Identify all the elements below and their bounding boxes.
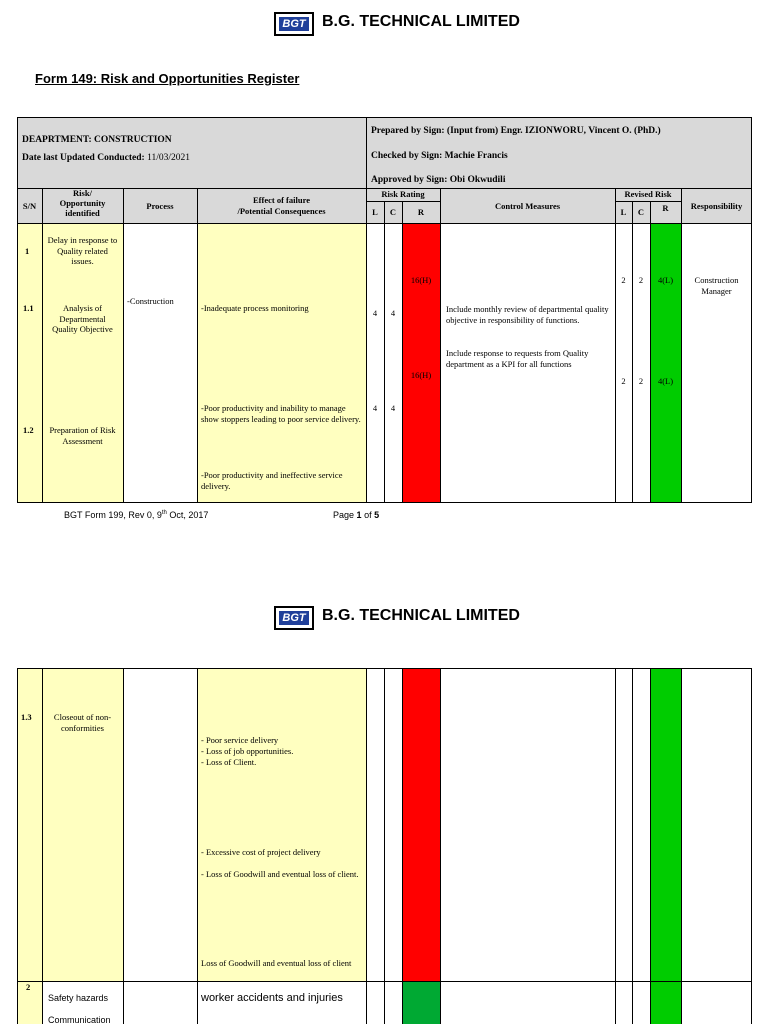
prepared-by: Prepared by Sign: (Input from) Engr. IZIONWORU, Vincent O. (PhD.) [371, 126, 661, 136]
revised-r-cell: 4(L) [657, 376, 674, 386]
rule [384, 668, 385, 1024]
col-effect-line: /Potential Consequences [237, 205, 326, 216]
risk-cell: Analysis of Departmental Quality Objective [52, 303, 113, 334]
rule [440, 668, 441, 1024]
effect-cell: - Excessive cost of project delivery [201, 847, 321, 857]
date-label: Date last Updated Conducted: [22, 153, 145, 163]
revised-r-fill [650, 668, 681, 1024]
of-word: of [364, 510, 372, 520]
r-cell: 16(H) [410, 370, 432, 380]
col-revised-l: L [620, 207, 627, 217]
col-responsibility: Responsibility [690, 201, 743, 211]
rule [366, 201, 440, 202]
rule [615, 668, 616, 1024]
risk-r-fill [402, 668, 440, 981]
rule [402, 668, 403, 1024]
risk-cell: Preparation of Risk Assessment [49, 425, 116, 446]
department-label: DEAPRTMENT: CONSTRUCTION [22, 135, 172, 145]
sn-cell: 1 [25, 246, 30, 256]
company-name: B.G. TECHNICAL LIMITED [322, 607, 520, 624]
rule [123, 188, 124, 503]
rule [366, 117, 367, 189]
company-logo [274, 12, 314, 36]
col-effect-line: Effect of failure [253, 195, 310, 205]
revised-r-cell: 4(L) [657, 275, 674, 285]
rule [615, 188, 616, 503]
rule [366, 668, 367, 1024]
date-updated [22, 153, 190, 164]
col-control: Control Measures [494, 201, 561, 211]
rule [681, 668, 682, 1024]
revised-l-cell: 2 [621, 275, 626, 285]
rule [17, 668, 18, 1024]
l-cell: 4 [372, 403, 378, 413]
sn-cell: 2 [26, 982, 31, 992]
col-effect [197, 195, 366, 216]
rule [42, 668, 43, 1024]
checked-by: Checked by Sign: Machie Francis [371, 151, 508, 161]
risk-r-fill-green [402, 981, 440, 1024]
col-risk-rating: Risk Rating [381, 189, 425, 199]
control-cell: Include monthly review of departmental quality objective in responsibility of functions. [446, 304, 609, 325]
rule [384, 201, 385, 503]
effect-cell: - Loss of Goodwill and eventual loss of client. [201, 869, 359, 879]
logo-text: BGT [279, 611, 309, 625]
company-logo [274, 606, 314, 630]
revised-c-cell: 2 [638, 275, 644, 285]
revised-l-cell: 2 [621, 376, 626, 386]
sn-cell: 1.1 [23, 303, 34, 313]
sn-cell: 1.3 [21, 712, 32, 722]
rule [650, 668, 651, 1024]
rule [632, 201, 633, 503]
rule [632, 668, 633, 1024]
r-cell: 16(H) [410, 275, 432, 285]
footer-ref-sup: th [161, 510, 167, 516]
company-name: B.G. TECHNICAL LIMITED [322, 13, 520, 30]
footer-form-ref [64, 510, 208, 520]
rule [681, 188, 682, 503]
page1-header [0, 12, 768, 42]
rule [440, 188, 441, 503]
process-cell: -Construction [127, 296, 174, 306]
effect-cell: - Loss of Client. [201, 757, 257, 767]
effect-cell: -Poor productivity and inability to manage show stoppers leading to poor service delivery. [201, 403, 361, 424]
effect-column-fill [197, 668, 367, 981]
revised-c-cell: 2 [638, 376, 644, 386]
effect-cell: - Poor service delivery [201, 735, 279, 745]
page2-header [0, 606, 768, 636]
rule [402, 201, 403, 503]
responsibility-cell: Construction Manager [694, 275, 739, 296]
rule [366, 188, 367, 503]
l-cell: 4 [372, 308, 378, 318]
effect-cell: worker accidents and injuries [201, 992, 343, 1004]
effect-cell: Loss of Goodwill and eventual loss of client [201, 958, 352, 968]
c-cell: 4 [390, 403, 396, 413]
col-risk-line: identified [65, 208, 100, 218]
control-cell: Include response to requests from Quality department as a KPI for all functions [446, 348, 589, 369]
sn-cell: 1.2 [23, 425, 34, 435]
col-sn: S/N [22, 201, 37, 211]
footer-page-number [333, 510, 379, 520]
effect-cell: -Poor productivity and ineffective service delivery. [201, 470, 343, 491]
effect-cell: - Loss of job opportunities. [201, 746, 294, 756]
col-revised-risk: Revised Risk [624, 189, 672, 199]
col-r: R [417, 207, 425, 217]
col-risk-line: Risk/ [73, 188, 92, 198]
rule [42, 188, 43, 503]
rule [197, 188, 198, 503]
rule [123, 668, 124, 1024]
approved-by: Approved by Sign: Obi Okwudili [371, 175, 506, 185]
col-process: Process [146, 201, 174, 211]
footer-ref-end: Oct, 2017 [166, 510, 209, 520]
page-total: 5 [374, 510, 380, 520]
col-risk-line: Opportunity [59, 198, 106, 208]
form-title: Form 149: Risk and Opportunities Register [35, 71, 300, 86]
c-cell: 4 [390, 308, 396, 318]
col-l: L [372, 207, 378, 217]
effect-cell: -Inadequate process monitoring [201, 303, 309, 313]
col-c: C [389, 207, 397, 217]
logo-text: BGT [279, 17, 309, 31]
col-risk [42, 188, 123, 218]
risk-cell: Delay in response to Quality related issues. [47, 235, 118, 266]
col-revised-r: R [662, 203, 669, 213]
risk-cell: Communication [48, 1015, 111, 1025]
risk-cell: Safety hazards [48, 993, 109, 1003]
page-num: 1 [356, 510, 362, 520]
footer-ref: BGT Form 199, Rev 0, 9 [64, 510, 162, 520]
rule [197, 668, 198, 1024]
risk-cell: Closeout of non-conformities [53, 712, 112, 733]
rule [751, 668, 752, 1024]
rule [650, 201, 651, 503]
date-value: 11/03/2021 [147, 153, 191, 163]
page-word: Page [333, 510, 355, 520]
col-revised-c: C [637, 207, 645, 217]
rule [615, 201, 681, 202]
